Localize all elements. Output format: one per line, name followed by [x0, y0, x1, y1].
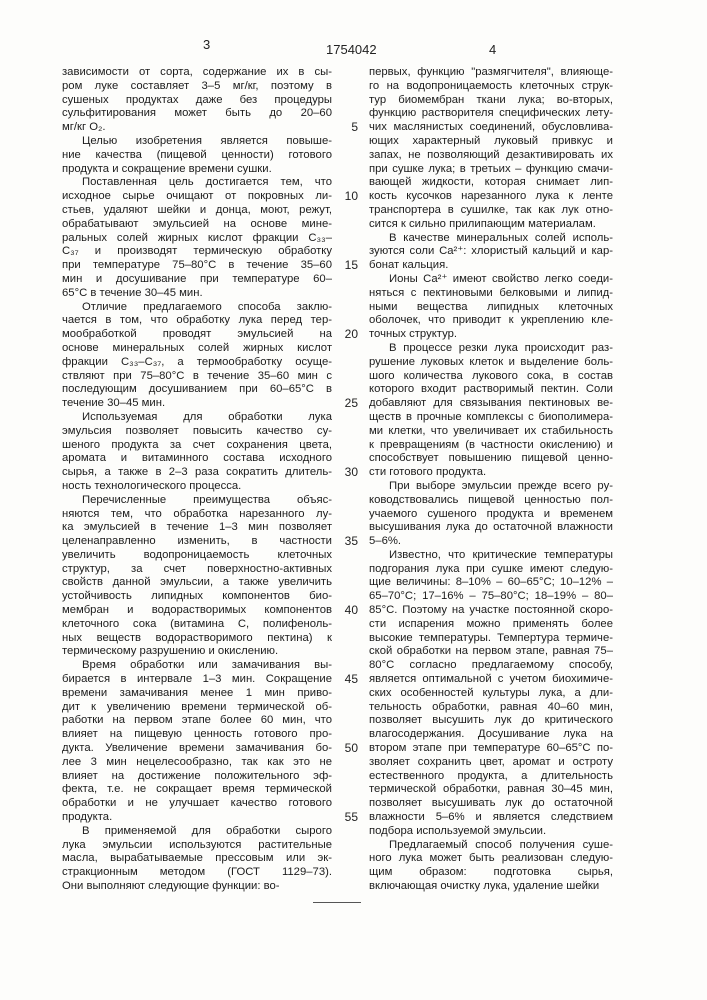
text-line: ществ в прочные комплексы с биополимера- — [369, 411, 613, 425]
text-line: мин и досушивание при температуре 60– — [62, 273, 332, 287]
line-number: 50 — [336, 742, 358, 756]
text-line: фекта, т.е. не сокращает время термической — [62, 783, 332, 797]
text-line: структур, за счет поверхностно-активных — [62, 563, 332, 577]
text-line: сульфитирования может быть до 20–60 — [62, 107, 332, 121]
text-line: ской обработки на первом этапе, равная 75– — [369, 645, 613, 659]
text-line: исходное сырье очищают от покровных ли- — [62, 190, 332, 204]
text-line: сырья, а также в 2–3 раза сократить длитель- — [62, 466, 332, 480]
paragraph — [369, 232, 613, 273]
text-line: Они выполняют следующие функции: во- — [62, 880, 332, 894]
text-line: включающая очистку лука, удаление шейки — [369, 880, 613, 894]
text-line: дукта. Увеличение времени замачивания бо- — [62, 742, 332, 756]
text-line: Предлагаемый способ получения суше- — [369, 839, 613, 853]
text-line: к превращениям (в частности окислению) и — [369, 439, 613, 453]
text-line: ководствовались пищевой ценностью пол- — [369, 494, 613, 508]
text-line: является оптимальной с учетом биохимиче- — [369, 673, 613, 687]
text-line: течение 30–45 мин. — [62, 397, 332, 411]
patent-number: 1754042 — [326, 42, 377, 57]
text-line: Перечисленные преимущества объяс- — [62, 494, 332, 508]
line-number: 25 — [336, 397, 358, 411]
end-of-column-rule — [313, 902, 361, 903]
paragraph — [62, 176, 332, 300]
text-line: ка эмульсией в течение 1–3 мин позволяет — [62, 521, 332, 535]
text-line: тельность обработки, равная 40–60 мин, — [369, 701, 613, 715]
text-line: последующим досушиванием при 60–65°С в — [62, 383, 332, 397]
text-line: первых, функцию "размягчителя", влияюще- — [369, 66, 613, 80]
line-number: 55 — [336, 811, 358, 825]
text-line: щим образом: подготовка сырья, — [369, 866, 613, 880]
text-line: дит к увеличению времени термической об- — [62, 701, 332, 715]
text-line: при сушке лука; в третьих – функцию смачи- — [369, 163, 613, 177]
left-page-number: 3 — [203, 37, 210, 52]
text-line: лука эмульсии используются растительные — [62, 839, 332, 853]
text-line: позволяет высушить лук до критического — [369, 714, 613, 728]
line-number: 15 — [336, 259, 358, 273]
paragraph — [62, 659, 332, 825]
text-line: добавляют для связывания пектиновых ве- — [369, 397, 613, 411]
text-line: увеличить водопроницаемость клеточных — [62, 549, 332, 563]
right-text-column — [369, 66, 613, 894]
text-line: втором этапе при температуре 60–65°С по- — [369, 742, 613, 756]
line-number: 45 — [336, 673, 358, 687]
text-line: 85°С. Поэтому на участке постоянной скоро- — [369, 604, 613, 618]
text-line: работки на первом этапе более 60 мин, что — [62, 714, 332, 728]
text-line: высокие температуры. Темпертура термиче- — [369, 632, 613, 646]
text-line: стьев, удаляют шейки и донца, моют, режут, — [62, 204, 332, 218]
text-line: позволяет высушивать лук до остаточной — [369, 797, 613, 811]
text-line: основе минеральных солей жирных кислот — [62, 342, 332, 356]
paragraph — [62, 301, 332, 411]
text-line: мообработкой проводят эмульсией на — [62, 328, 332, 342]
text-line: Отличие предлагаемого способа заклю- — [62, 301, 332, 315]
text-line: Целью изобретения является повыше- — [62, 135, 332, 149]
text-line: няться с пектиновыми белковыми и липид- — [369, 287, 613, 301]
text-line: шеного продукта за счет сохранения цвета, — [62, 439, 332, 453]
text-line: При выборе эмульсии прежде всего ру- — [369, 480, 613, 494]
text-line: зуются соли Ca²⁺: хлористый кальций и кар- — [369, 245, 613, 259]
line-number: 30 — [336, 466, 358, 480]
paragraph — [62, 825, 332, 894]
line-number: 40 — [336, 604, 358, 618]
text-line: лее 3 мин нецелесообразно, так как это не — [62, 756, 332, 770]
text-line: зависимости от сорта, содержание их в сы- — [62, 66, 332, 80]
text-line: запах, не позволяющий дезактивировать их — [369, 149, 613, 163]
text-line: ность технологического процесса. — [62, 480, 332, 494]
text-line: В применяемой для обработки сырого — [62, 825, 332, 839]
text-line: ром луке составляет 3–5 мг/кг, поэтому в — [62, 80, 332, 94]
text-line: свойств данной эмульсии, а также увеличить — [62, 576, 332, 590]
text-line: В качестве минеральных солей исполь- — [369, 232, 613, 246]
line-number: 5 — [336, 121, 358, 135]
text-line: функцию растворителя специфических лету- — [369, 107, 613, 121]
text-line: C₃₇ и производят термическую обработку — [62, 245, 332, 259]
text-line: мембран и водорастворимых компонентов — [62, 604, 332, 618]
text-line: влажности 5–6% и является следствием — [369, 811, 613, 825]
text-line: подбора используемой эмульсии. — [369, 825, 613, 839]
paragraph — [369, 549, 613, 839]
text-line: го на водопроницаемость клеточных струк- — [369, 80, 613, 94]
text-line: няются тем, что обработка нарезанного лу- — [62, 508, 332, 522]
text-line: В процессе резки лука происходит раз- — [369, 342, 613, 356]
text-line: тур биомембран ткани лука; во-вторых, — [369, 94, 613, 108]
text-line: мг/кг O₂. — [62, 121, 332, 135]
text-line: термической обработки, равная 30–45 мин, — [369, 783, 613, 797]
text-line: ствляют при 75–80°С в течение 35–60 мин с — [62, 370, 332, 384]
text-line: устойчивость липидных компонентов био- — [62, 590, 332, 604]
text-line: которого входит растворимый пектин. Соли — [369, 383, 613, 397]
text-line: влияет на достижение положительного эф- — [62, 770, 332, 784]
text-line: точных структур. — [369, 328, 613, 342]
text-line: влагосодержания. Досушивание лука на — [369, 728, 613, 742]
line-number: 10 — [336, 190, 358, 204]
text-line: продукта. — [62, 811, 332, 825]
paragraph — [369, 66, 613, 232]
text-line: эмульсия позволяет повысить качество су- — [62, 425, 332, 439]
text-line: 65°С в течение 30–45 мин. — [62, 287, 332, 301]
left-text-column — [62, 66, 332, 894]
text-line: подгорания лука при сушке имеют следую- — [369, 563, 613, 577]
text-line: 80°С согласно предлагаемому способу, — [369, 659, 613, 673]
text-line: зволяет сохранить цвет, аромат и остроту — [369, 756, 613, 770]
text-line: обрабатывают эмульсией на основе мине- — [62, 218, 332, 232]
text-line: Используемая для обработки лука — [62, 411, 332, 425]
text-line: кость кусочков нарезанного лука к ленте — [369, 190, 613, 204]
text-line: бонат кальция. — [369, 259, 613, 273]
text-line: 5–6%. — [369, 535, 613, 549]
text-line: ских особенностей культуры лука, а дли- — [369, 687, 613, 701]
paragraph — [369, 480, 613, 549]
text-line: рушение луковых клеток и выделение боль- — [369, 356, 613, 370]
paragraph — [62, 66, 332, 135]
text-line: масла, вырабатываемые прессовым или эк- — [62, 852, 332, 866]
text-line: влияет на пищевую ценность готового про- — [62, 728, 332, 742]
text-line: Известно, что критические температуры — [369, 549, 613, 563]
text-line: при температуре 75–80°С в течение 35–60 — [62, 259, 332, 273]
text-line: Время обработки или замачивания вы- — [62, 659, 332, 673]
text-line: сится к сильно прилипающим материалам. — [369, 218, 613, 232]
paragraph — [369, 342, 613, 480]
paragraph — [62, 494, 332, 660]
text-line: способствует повышению пищевой ценно- — [369, 452, 613, 466]
text-line: транспортера в сушилке, так как лук отно- — [369, 204, 613, 218]
text-line: естественного продукта, а длительность — [369, 770, 613, 784]
text-line: сти готового продукта. — [369, 466, 613, 480]
text-line: бирается в интервале 1–3 мин. Сокращение — [62, 673, 332, 687]
text-line: стракционным методом (ГОСТ 1129–73). — [62, 866, 332, 880]
text-line: ных веществ водорастворимого пектина) к — [62, 632, 332, 646]
text-line: ющих характерный луковый привкус и — [369, 135, 613, 149]
text-line: Ионы Ca²⁺ имеют свойство легко соеди- — [369, 273, 613, 287]
paragraph — [369, 273, 613, 342]
text-line: целенаправленно изменить, в частности — [62, 535, 332, 549]
text-line: термическому разрушению и окислению. — [62, 645, 332, 659]
text-line: 65–70°С; 17–16% – 75–80°С; 18–19% – 80– — [369, 590, 613, 604]
text-line: сушеных продуктах даже без процедуры — [62, 94, 332, 108]
text-line: аромата и витаминного состава исходного — [62, 452, 332, 466]
text-line: ными вещества липидных клеточных — [369, 301, 613, 315]
text-line: сти испарения можно применять более — [369, 618, 613, 632]
text-line: клеточного сока (витамина С, полифеноль- — [62, 618, 332, 632]
text-line: ние качества (пищевой ценности) готового — [62, 149, 332, 163]
text-line: шого количества лукового сока, в состав — [369, 370, 613, 384]
text-line: чих маслянистых соединений, обусловлива- — [369, 121, 613, 135]
text-line: чается в том, что обработку лука перед тер- — [62, 314, 332, 328]
text-line: щие величины: 8–10% – 60–65°С; 10–12% – — [369, 576, 613, 590]
paragraph — [369, 839, 613, 894]
text-line: ного лука может быть реализован следую- — [369, 852, 613, 866]
text-line: вающей жидкости, которая снимает лип- — [369, 176, 613, 190]
text-line: фракции C₃₃–C₃₇, а термообработку осуще- — [62, 356, 332, 370]
text-line: Поставленная цель достигается тем, что — [62, 176, 332, 190]
line-number: 20 — [336, 328, 358, 342]
text-line: продукта и сокращение времени сушки. — [62, 163, 332, 177]
text-line: обработки и не улучшает качество готового — [62, 797, 332, 811]
paragraph — [62, 135, 332, 176]
text-line: времени замачивания менее 1 мин приво- — [62, 687, 332, 701]
paragraph — [62, 411, 332, 494]
text-line: ральных солей жирных кислот фракции C₃₃– — [62, 232, 332, 246]
text-line: учаемого сушеного продукта и временем — [369, 508, 613, 522]
right-page-number: 4 — [489, 42, 496, 57]
line-number: 35 — [336, 535, 358, 549]
text-line: оболочек, что приводит к укреплению кле- — [369, 314, 613, 328]
text-line: высушивания лука до остаточной влажности — [369, 521, 613, 535]
text-line: ми клетки, что увеличивает их стабильность — [369, 425, 613, 439]
